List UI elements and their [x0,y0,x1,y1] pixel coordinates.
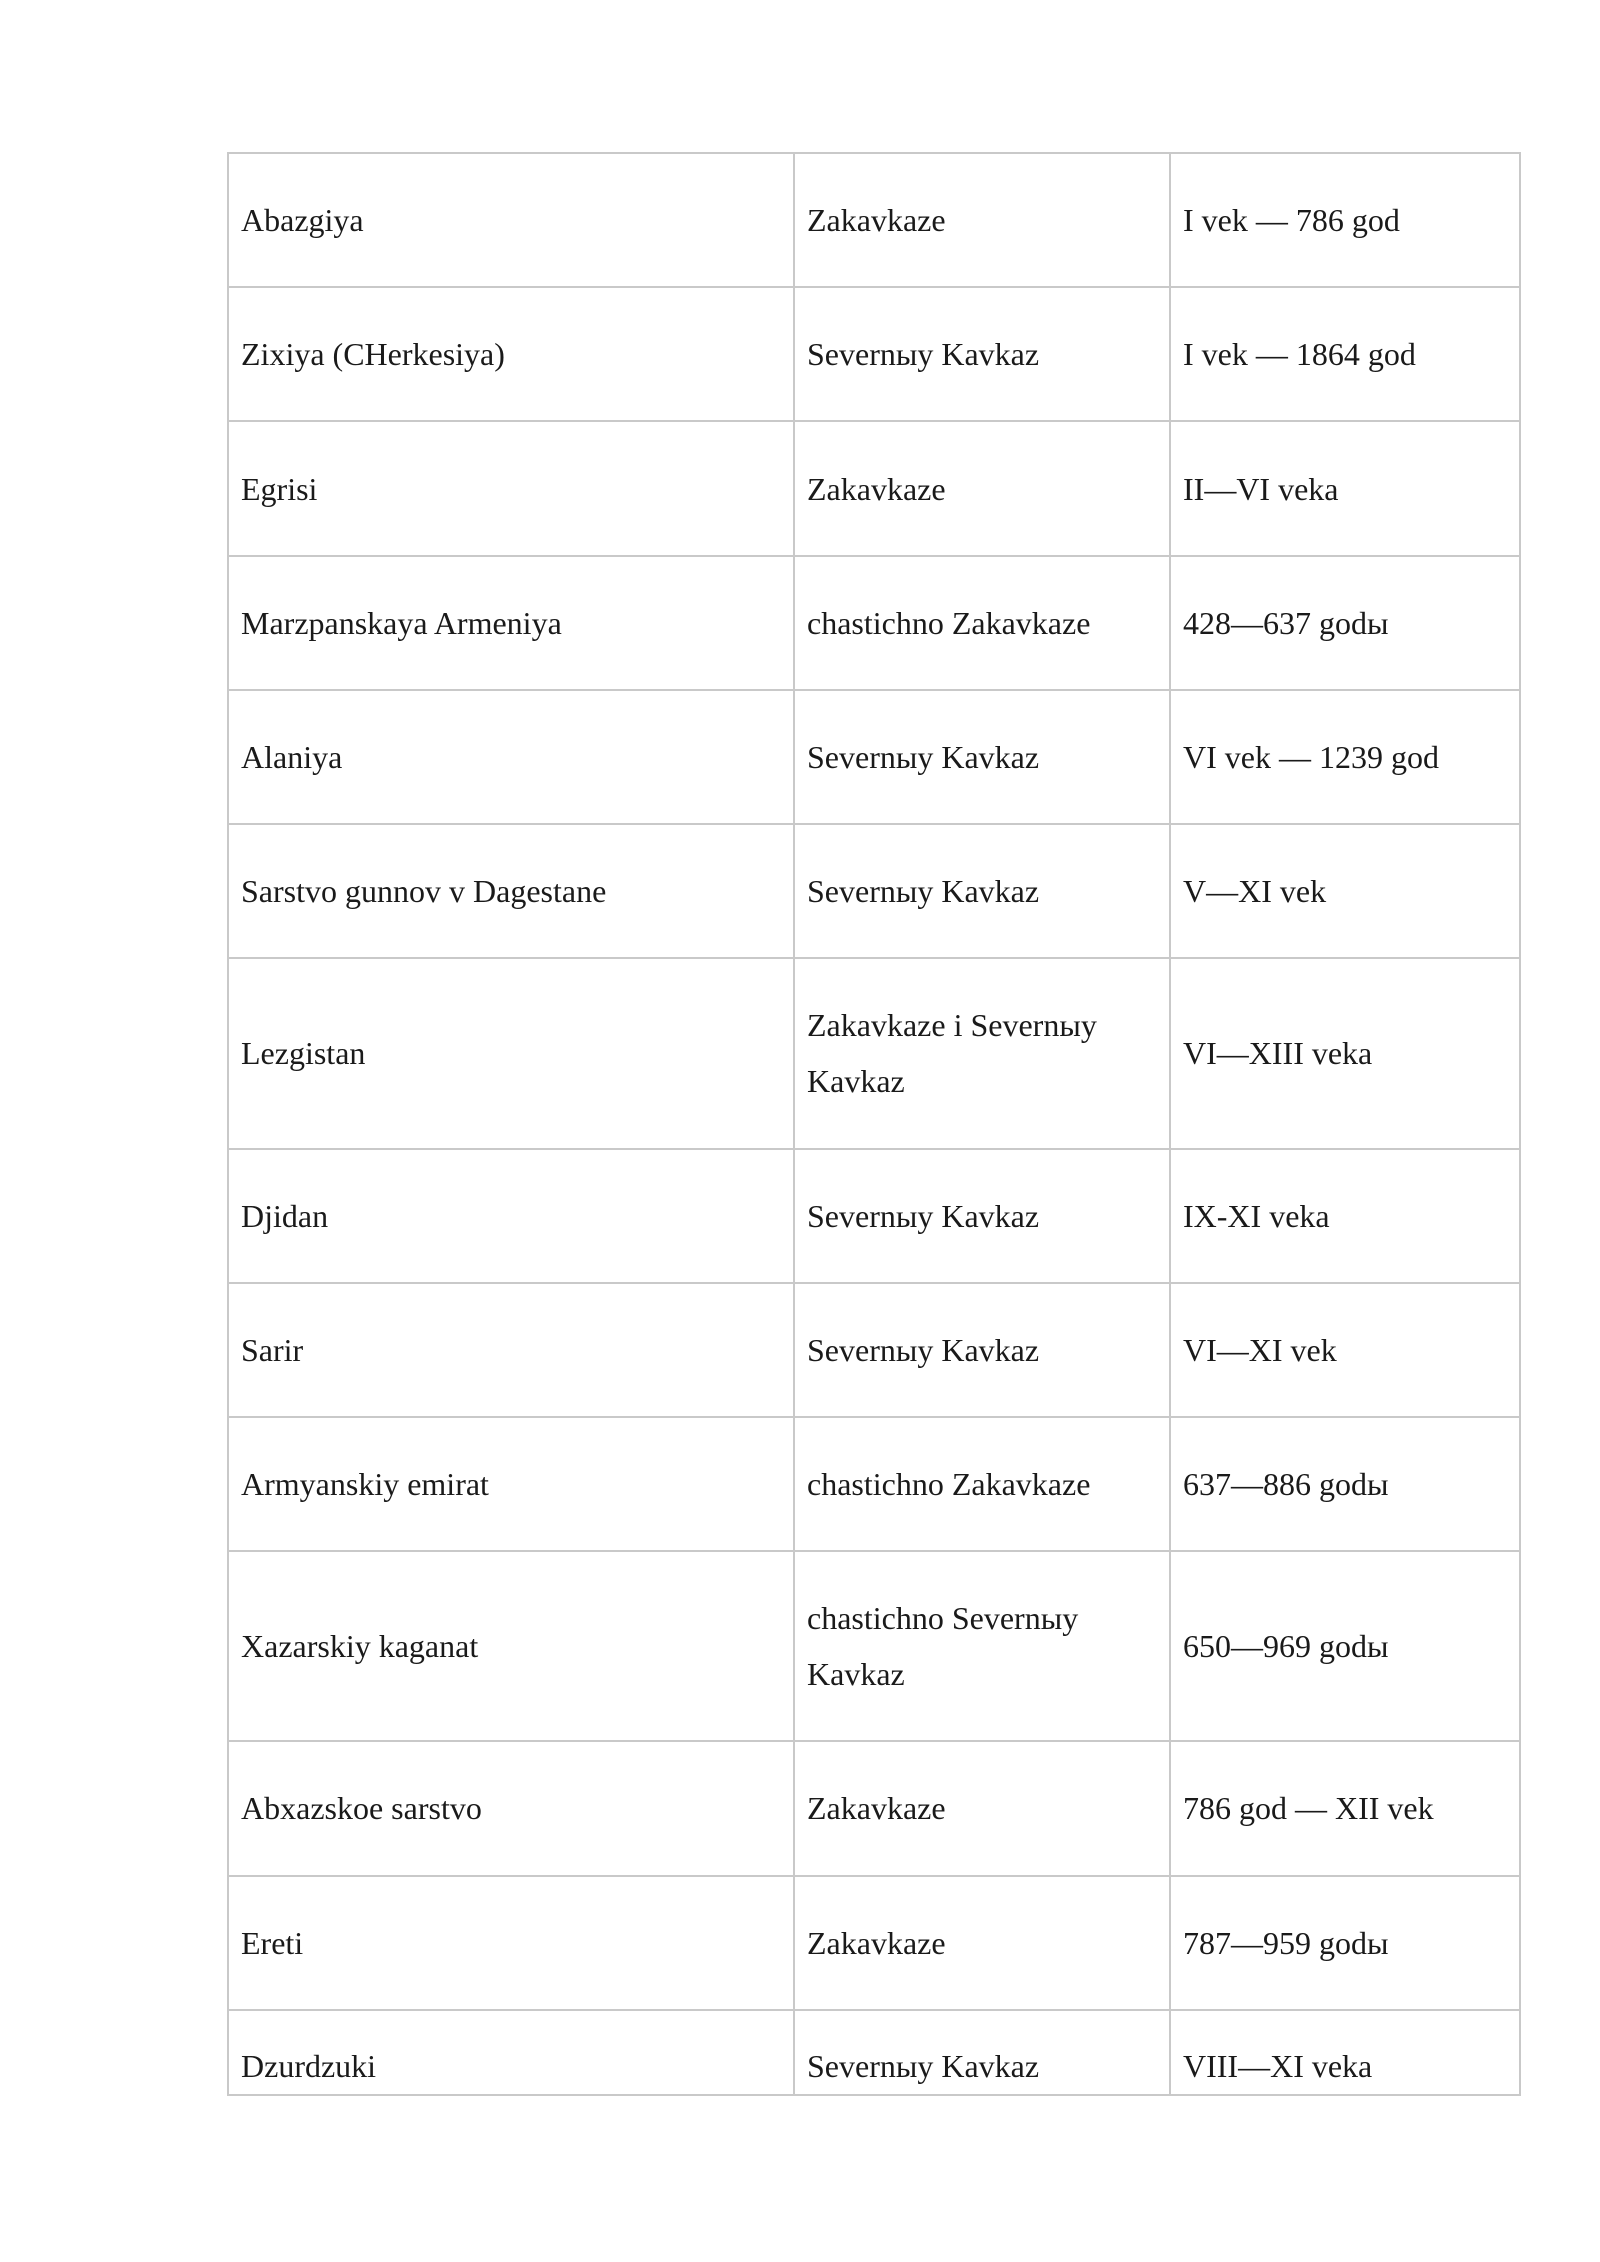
period-cell: VI—XI vek [1170,1283,1520,1417]
period-cell: 787—959 godы [1170,1876,1520,2010]
table-row [228,958,1520,1148]
region-cell: Severnыy Kavkaz [794,287,1170,421]
states-table [227,152,1521,2096]
state-cell: Xazarskiy kaganat [228,1551,794,1741]
period-cell: V—XI vek [1170,824,1520,958]
table-row [228,421,1520,555]
region-cell: Severnыy Kavkaz [794,1283,1170,1417]
period-cell: IX-XI veka [1170,1149,1520,1283]
state-cell: Alaniya [228,690,794,824]
state-cell: Abxazskoe sarstvo [228,1741,794,1875]
table-row [228,824,1520,958]
table-row [228,1149,1520,1283]
region-cell: Severnыy Kavkaz [794,690,1170,824]
region-cell: Zakavkaze [794,421,1170,555]
table-row [228,287,1520,421]
region-cell: Severnыy Kavkaz [794,1149,1170,1283]
table-row [228,1283,1520,1417]
period-cell: II—VI veka [1170,421,1520,555]
table-row [228,690,1520,824]
region-cell: chastichno Severnыy Kavkaz [794,1551,1170,1741]
state-cell: Zixiya (CHerkesiya) [228,287,794,421]
period-cell: VI—XIII veka [1170,958,1520,1148]
table-row [228,1876,1520,2010]
region-cell: Zakavkaze [794,1741,1170,1875]
state-cell: Sarstvo gunnov v Dagestane [228,824,794,958]
region-cell: Zakavkaze [794,153,1170,287]
state-cell: Abazgiya [228,153,794,287]
table-row [228,1741,1520,1875]
period-cell: VIII—XI veka [1170,2010,1520,2095]
region-cell: Severnыy Kavkaz [794,2010,1170,2095]
state-cell: Armyanskiy emirat [228,1417,794,1551]
state-cell: Lezgistan [228,958,794,1148]
state-cell: Ereti [228,1876,794,2010]
state-cell: Marzpanskaya Armeniya [228,556,794,690]
region-cell: Zakavkaze [794,1876,1170,2010]
state-cell: Dzurdzuki [228,2010,794,2095]
table-row [228,1417,1520,1551]
period-cell: 637—886 godы [1170,1417,1520,1551]
period-cell: 786 god — XII vek [1170,1741,1520,1875]
period-cell: I vek — 786 god [1170,153,1520,287]
region-cell: chastichno Zakavkaze [794,556,1170,690]
period-cell: VI vek — 1239 god [1170,690,1520,824]
table-row [228,1551,1520,1741]
region-cell: chastichno Zakavkaze [794,1417,1170,1551]
state-cell: Djidan [228,1149,794,1283]
table-row [228,2010,1520,2095]
period-cell: I vek — 1864 god [1170,287,1520,421]
region-cell: Zakavkaze i Severnыy Kavkaz [794,958,1170,1148]
period-cell: 650—969 godы [1170,1551,1520,1741]
period-cell: 428—637 godы [1170,556,1520,690]
state-cell: Egrisi [228,421,794,555]
region-cell: Severnыy Kavkaz [794,824,1170,958]
table-row [228,556,1520,690]
table-row [228,153,1520,287]
state-cell: Sarir [228,1283,794,1417]
